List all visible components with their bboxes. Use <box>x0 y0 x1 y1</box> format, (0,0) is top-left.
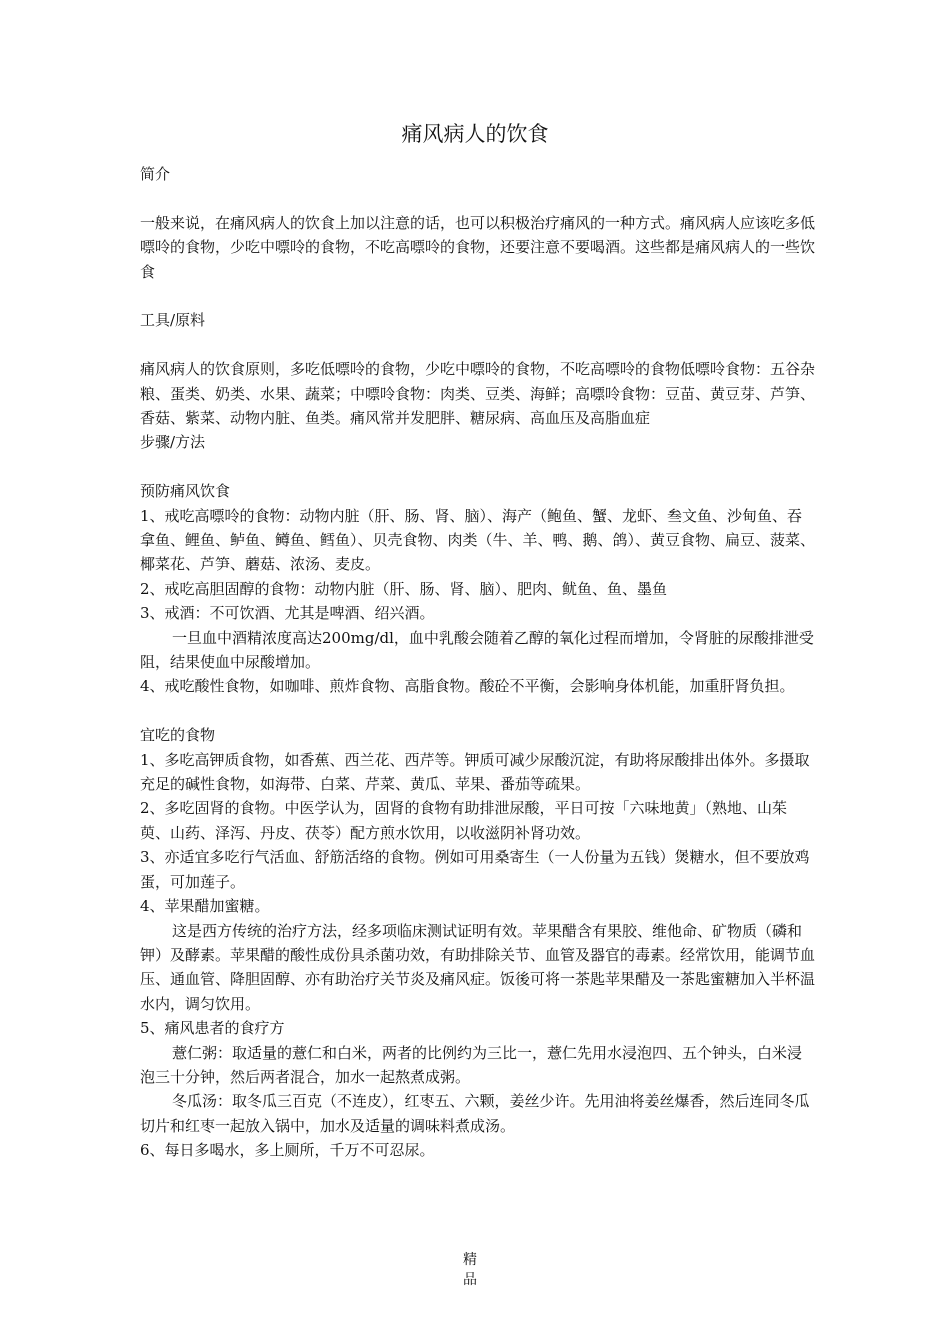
good-food-item-4: 4、苹果醋加蜜糖。 <box>140 897 270 916</box>
intro-heading: 简介 <box>140 165 171 183</box>
good-food-item-5: 5、痛风患者的食疗方 <box>140 1019 285 1038</box>
recipe-winter-melon-soup: 冬瓜汤：取冬瓜三百克（不连皮），红枣五、六颗，姜丝少许。先用油将姜丝爆香，然后连同冬瓜切片和红枣一起放入锅中，加水及适量的调味料煮成汤。 <box>140 1092 810 1135</box>
good-food-item-4-detail: 这是西方传统的治疗方法，经多项临床测试证明有效。苹果醋含有果胶、维他命、矿物质（磷和钾）及酵素。苹果醋的酸性成份具杀菌功效，有助排除关节、血管及器官的毒素。经常饮用，能调节血压、通血管、降胆固醇、亦有助治疗关节炎及痛风症。饭後可将一茶匙苹果醋及一茶匙蜜糖加入半杯温水内，调匀饮用。 <box>140 921 816 1013</box>
good-food-item-1: 1、多吃高钾质食物，如香蕉、西兰花、西芹等。钾质可减少尿酸沉淀，有助将尿酸排出体外。多摄取充足的碱性食物，如海带、白菜、芹菜、黄瓜、苹果、番茄等疏果。 <box>140 750 810 794</box>
prevent-item-2: 2、戒吃高胆固醇的食物：动物内脏（肝、肠、肾、脑）、肥肉、鱿鱼、鱼、墨鱼 <box>140 579 668 598</box>
footer-char-2: 品 <box>463 1272 477 1288</box>
document-body <box>140 162 815 1163</box>
intro-paragraph: 一般来说，在痛风病人的饮食上加以注意的话，也可以积极治疗痛风的一种方式。痛风病人应该吃多低嘌呤的食物，少吃中嘌呤的食物，不吃高嘌呤的食物，还要注意不要喝酒。这些都是痛风病人的一些饮食 <box>140 213 816 281</box>
tools-heading: 工具/原料 <box>140 311 206 330</box>
good-food-item-6: 6、每日多喝水，多上厕所，千万不可忍尿。 <box>140 1141 435 1160</box>
prevent-heading: 预防痛风饮食 <box>140 482 231 501</box>
prevent-item-3: 3、戒酒：不可饮酒、尤其是啤酒、绍兴酒。 <box>140 604 435 623</box>
good-food-item-3: 3、亦适宜多吃行气活血、舒筋活络的食物。例如可用桑寄生（一人份量为五钱）煲糖水，但不要放鸡蛋，可加莲子。 <box>140 848 810 891</box>
document-title: 痛风病人的饮食 <box>401 122 549 146</box>
tools-paragraph: 痛风病人的饮食原则，多吃低嘌呤的食物，少吃中嘌呤的食物，不吃高嘌呤的食物低嘌呤食物：五谷杂粮、蛋类、奶类、水果、蔬菜；中嘌呤食物：肉类、豆类、海鲜；高嘌呤食物：豆苗、黄豆芽、芦笋、香菇、紫菜、动物内脏、鱼类。痛风常并发肥胖、糖尿病、高血压及高脂血症 <box>140 360 816 428</box>
spacer <box>140 186 815 210</box>
good-food-heading: 宜吃的食物 <box>140 726 216 745</box>
recipe-yiren-porridge: 薏仁粥：取适量的薏仁和白米，两者的比例约为三比一，薏仁先用水浸泡四、五个钟头，白米浸泡三十分钟，然后两者混合，加水一起熬煮成粥。 <box>140 1043 803 1086</box>
page-footer <box>455 1250 485 1290</box>
steps-heading: 步骤/方法 <box>140 433 206 452</box>
spacer <box>140 333 815 357</box>
spacer <box>140 699 815 723</box>
spacer <box>140 284 815 308</box>
prevent-item-4: 4、戒吃酸性食物，如咖啡、煎炸食物、高脂食物。酸砼不平衡，会影响身体机能，加重肝肾负担。 <box>140 677 795 696</box>
footer-char-1: 精 <box>463 1252 477 1268</box>
prevent-item-1: 1、戒吃高嘌呤的食物：动物内脏（肝、肠、肾、脑）、海产（鲍鱼、蟹、龙虾、叁文鱼、沙甸鱼、吞拿鱼、鲤鱼、鲈鱼、鳟鱼、鳕鱼）、贝壳食物、肉类（牛、羊、鸭、鹅、鸽）、黄豆食物、扁豆、菠菜、椰菜花、芦笋、蘑菇、浓汤、麦皮。 <box>140 506 816 574</box>
spacer <box>140 455 815 479</box>
prevent-item-3-detail: 一旦血中酒精浓度高达200mg/dl，血中乳酸会随着乙醇的氧化过程而增加，令肾脏的尿酸排泄受阻，结果使血中尿酸增加。 <box>140 628 814 672</box>
good-food-item-2: 2、多吃固肾的食物。中医学认为，固肾的食物有助排泄尿酸，平日可按「六味地黄」（熟地、山茱萸、山药、泽泻、丹皮、茯苓）配方煎水饮用，以收滋阴补肾功效。 <box>140 799 788 842</box>
